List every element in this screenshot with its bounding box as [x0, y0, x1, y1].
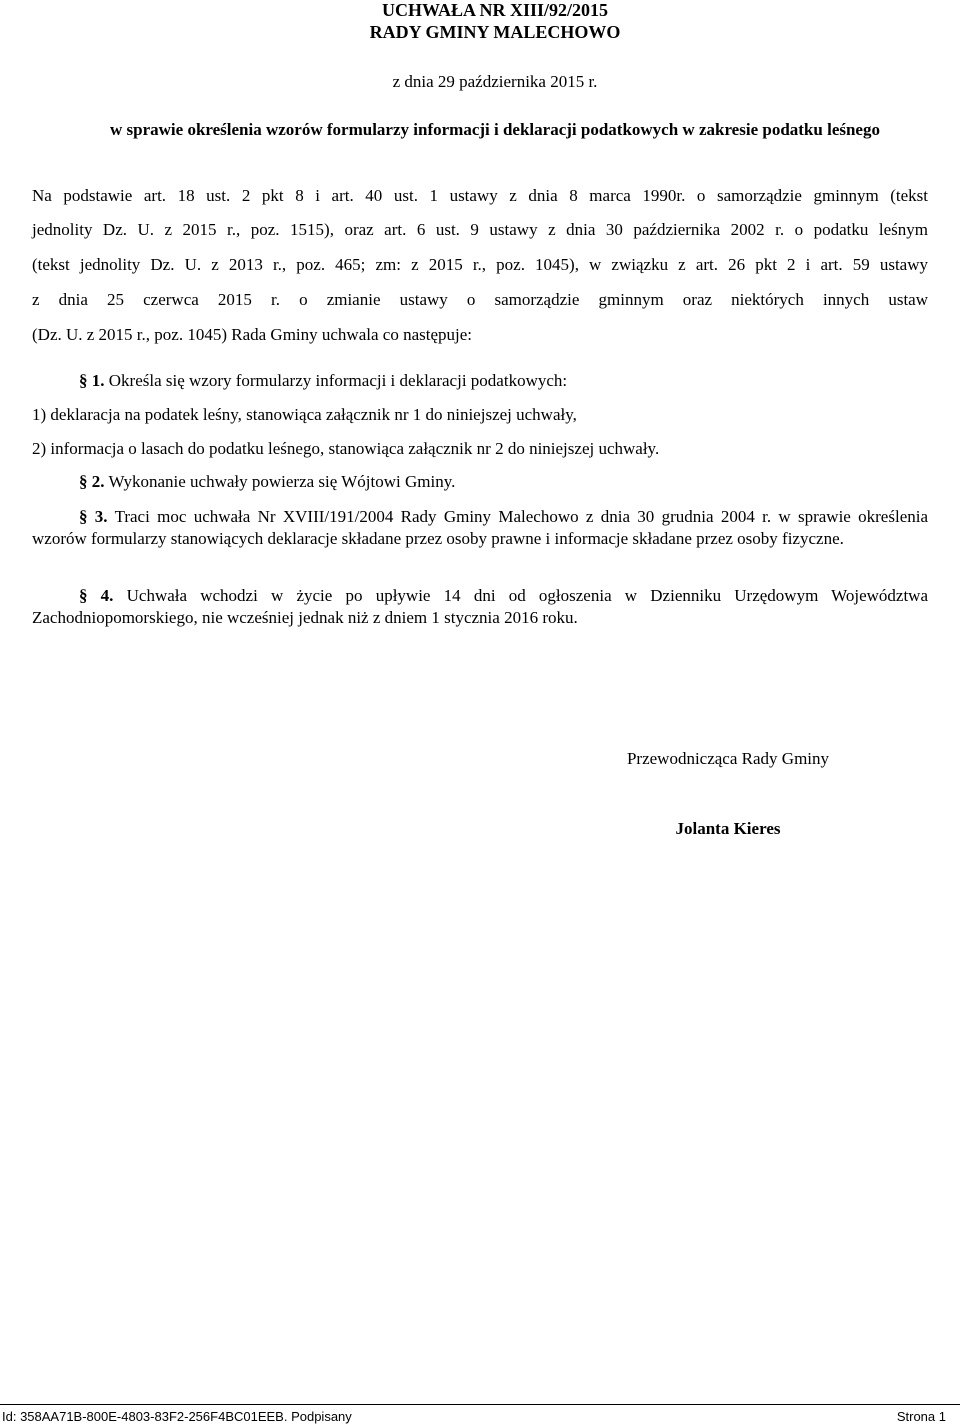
section-3-mark: § 3.	[79, 507, 108, 526]
section-4-mark: § 4.	[79, 586, 114, 605]
section-3	[32, 506, 928, 550]
section-1-text: Określa się wzory formularzy informacji i deklaracji podatkowych:	[108, 371, 568, 390]
section-1-mark: § 1.	[79, 371, 105, 390]
section-2	[79, 472, 960, 492]
section-2-mark: § 2.	[79, 472, 105, 491]
signature-name: Jolanta Kieres	[675, 819, 781, 838]
footer-divider	[0, 1404, 960, 1405]
section-3-text: Traci moc uchwała Nr XVIII/191/2004 Rady Gminy Malechowo z dnia 30 grudnia 2004 r. w sprawie określenia wzorów formularzy stanowiących deklaracje składane przez osoby prawne i informacje składane przez osoby fizyczne.	[32, 507, 929, 548]
section-2-text: Wykonanie uchwały powierza się Wójtowi Gminy.	[108, 472, 456, 491]
section-1-item-2: 2) informacja o lasach do podatku leśnego, stanowiąca załącznik nr 2 do niniejszej uchwały.	[32, 439, 660, 458]
resolution-title: UCHWAŁA NR XIII/92/2015	[381, 0, 609, 20]
council-name: RADY GMINY MALECHOWO	[369, 22, 621, 42]
page-number: Strona 1	[896, 1409, 946, 1424]
preamble-line-5: (Dz. U. z 2015 r., poz. 1045) Rada Gminy uchwala co następuje:	[32, 325, 472, 344]
section-4	[32, 585, 928, 629]
preamble-line-1: Na podstawie art. 18 ust. 2 pkt 8 i art. 40 ust. 1 ustawy z dnia 8 marca 1990r. o samorządzie gminnym (tekst	[32, 186, 928, 205]
document-id: Id: 358AA71B-800E-4803-83F2-256F4BC01EEB. Podpisany	[2, 1409, 352, 1424]
section-4-text: Uchwała wchodzi w życie po upływie 14 dni od ogłoszenia w Dzienniku Urzędowym Województwa Zachodniopomorskiego, nie wcześniej jednak niż z dniem 1 stycznia 2016 roku.	[32, 586, 928, 627]
resolution-date: z dnia 29 października 2015 r.	[392, 72, 598, 91]
preamble-line-4: z dnia 25 czerwca 2015 r. o zmianie ustawy o samorządzie gminnym oraz niektórych innych ustaw	[32, 290, 928, 309]
resolution-subject: w sprawie określenia wzorów formularzy informacji i deklaracji podatkowych w zakresie podatku leśnego	[110, 120, 880, 139]
section-1	[79, 371, 960, 391]
section-1-item-1: 1) deklaracja na podatek leśny, stanowiąca załącznik nr 1 do niniejszej uchwały,	[32, 405, 577, 424]
preamble-line-3: (tekst jednolity Dz. U. z 2013 r., poz. 465; zm: z 2015 r., poz. 1045), w związku z art. 26 pkt 2 i art. 59 ustawy	[32, 255, 928, 274]
preamble-line-2: jednolity Dz. U. z 2015 r., poz. 1515), oraz art. 6 ust. 9 ustawy z dnia 30 października 2002 r. o podatku leśnym	[32, 220, 928, 239]
signature-role: Przewodnicząca Rady Gminy	[626, 749, 830, 768]
